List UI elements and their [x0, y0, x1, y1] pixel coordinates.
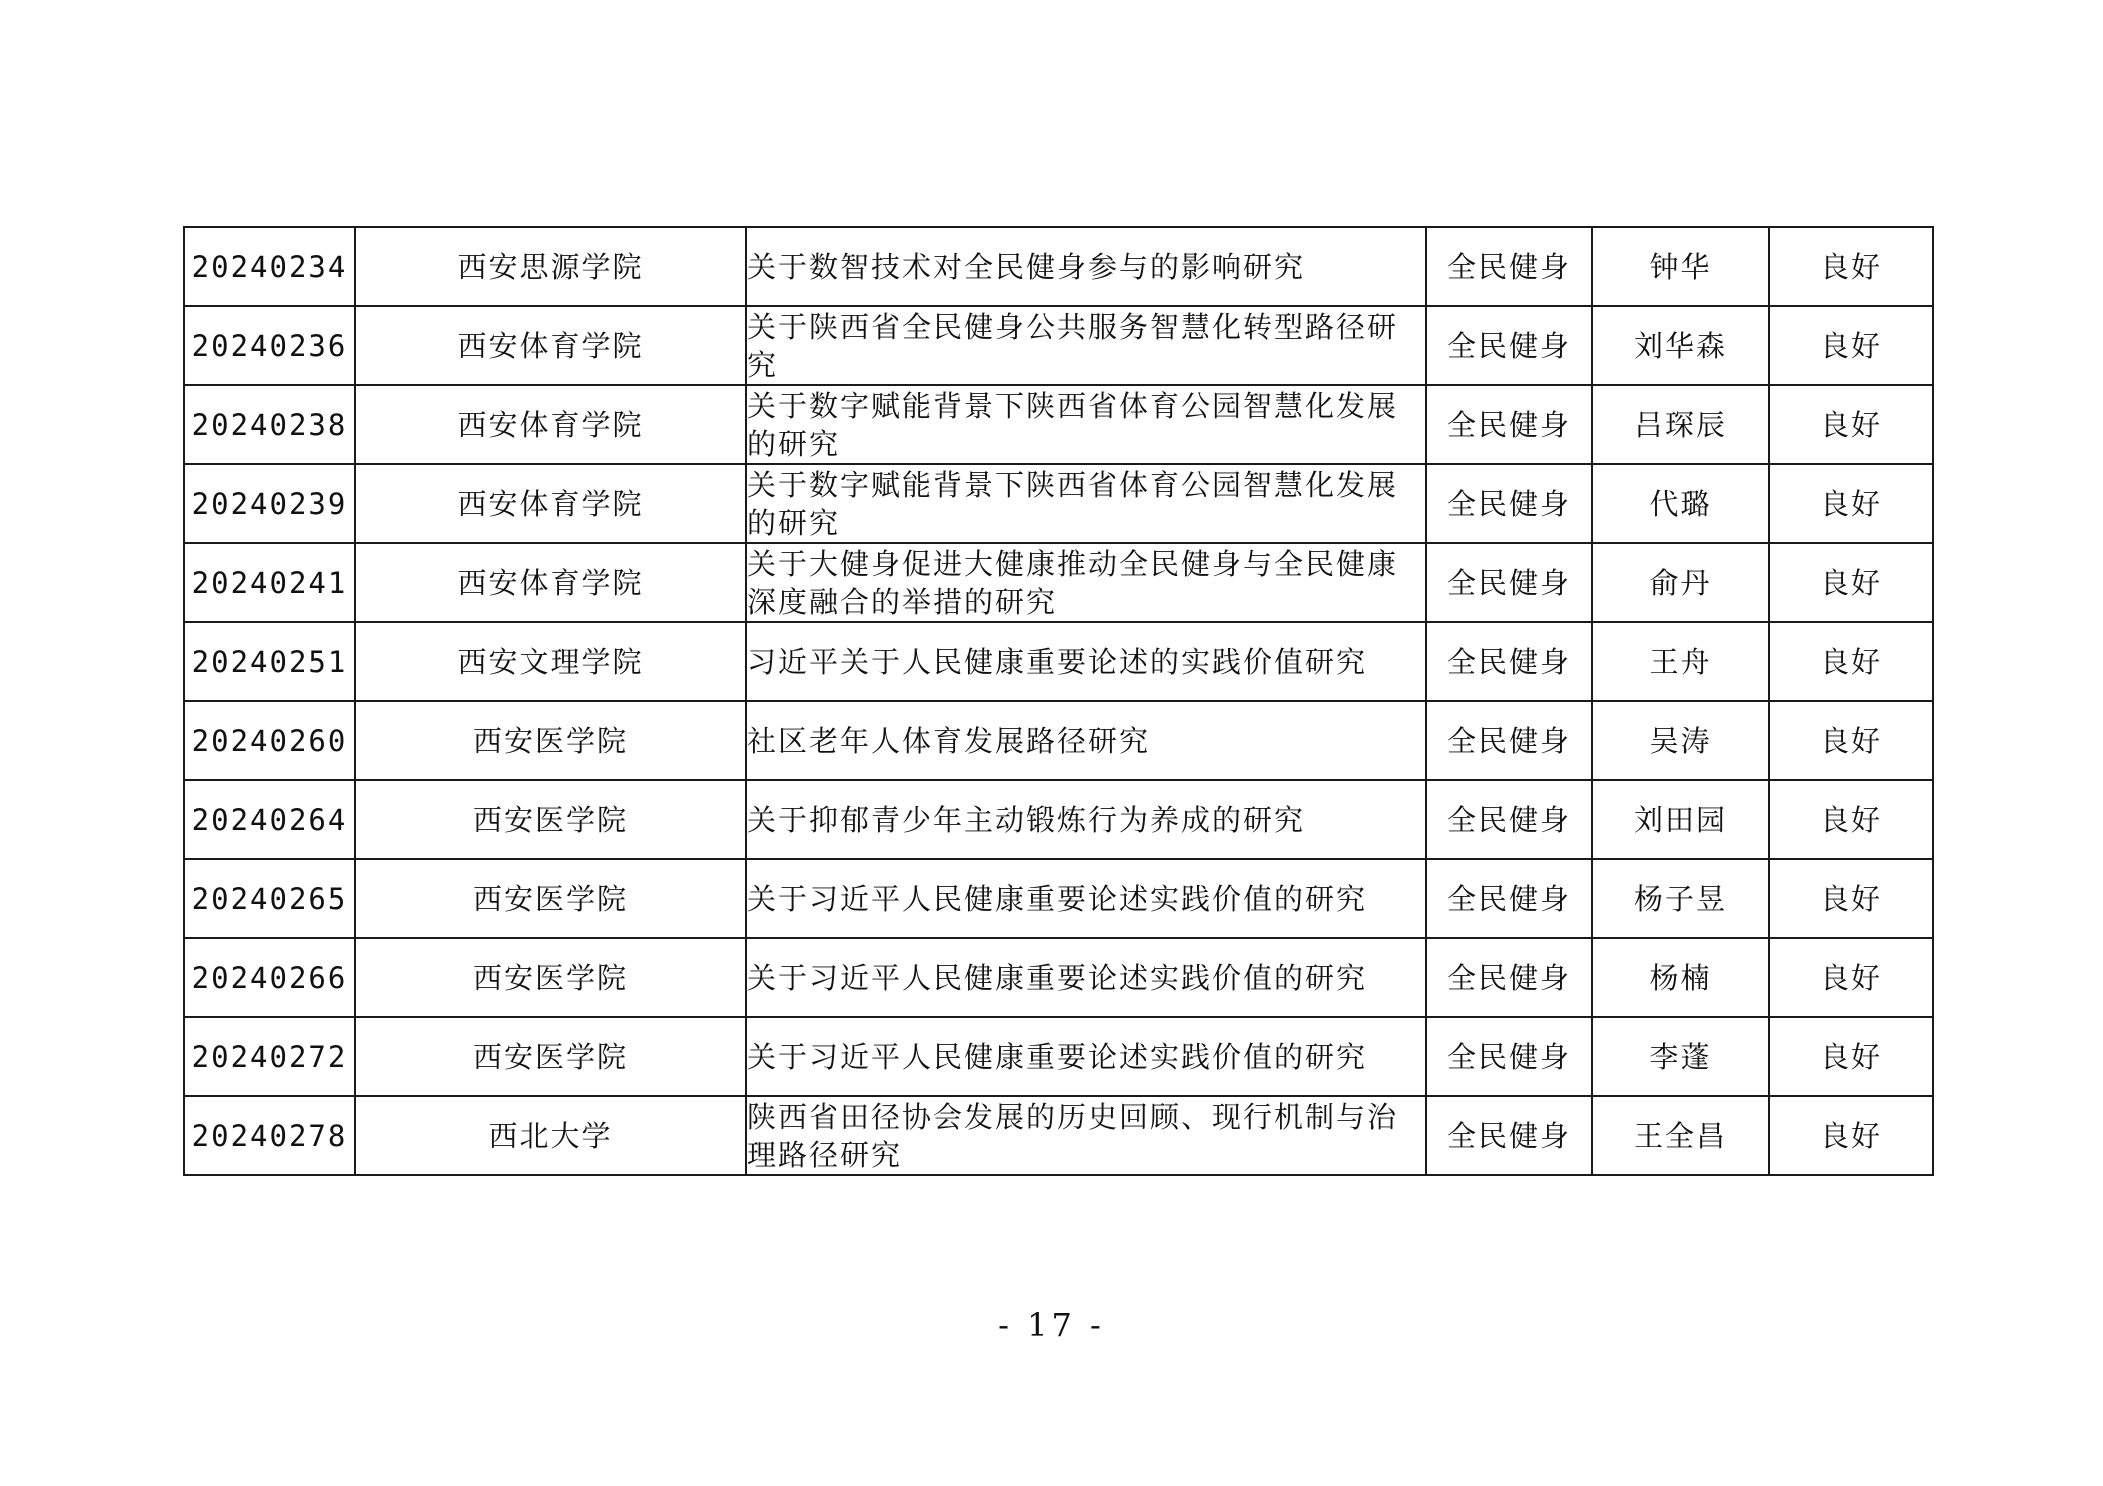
grade-cell: 良好: [1769, 1017, 1933, 1096]
category-cell: 全民健身: [1426, 938, 1592, 1017]
project-title-cell: 关于数字赋能背景下陕西省体育公园智慧化发展的研究: [746, 385, 1426, 464]
project-title-cell: 关于陕西省全民健身公共服务智慧化转型路径研究: [746, 306, 1426, 385]
grade-cell: 良好: [1769, 306, 1933, 385]
project-title-cell: 关于大健身促进大健康推动全民健身与全民健康深度融合的举措的研究: [746, 543, 1426, 622]
table-row: [184, 859, 1933, 938]
table-row: [184, 227, 1933, 306]
project-title-cell: 关于数智技术对全民健身参与的影响研究: [746, 227, 1426, 306]
grade-cell: 良好: [1769, 543, 1933, 622]
project-title-cell: 关于抑郁青少年主动锻炼行为养成的研究: [746, 780, 1426, 859]
results-table: [183, 226, 1934, 1176]
person-cell: 吴涛: [1592, 701, 1769, 780]
grade-cell: 良好: [1769, 622, 1933, 701]
person-cell: 杨楠: [1592, 938, 1769, 1017]
table-row: [184, 938, 1933, 1017]
table-row: [184, 464, 1933, 543]
grade-cell: 良好: [1769, 1096, 1933, 1175]
table-row: [184, 306, 1933, 385]
project-title-cell: 关于习近平人民健康重要论述实践价值的研究: [746, 938, 1426, 1017]
project-title-cell: 关于数字赋能背景下陕西省体育公园智慧化发展的研究: [746, 464, 1426, 543]
table-row: [184, 1017, 1933, 1096]
person-cell: 吕琛辰: [1592, 385, 1769, 464]
grade-cell: 良好: [1769, 464, 1933, 543]
person-cell: 李蓬: [1592, 1017, 1769, 1096]
project-id-cell: 20240238: [184, 385, 355, 464]
person-cell: 王舟: [1592, 622, 1769, 701]
grade-cell: 良好: [1769, 859, 1933, 938]
grade-cell: 良好: [1769, 227, 1933, 306]
school-cell: 西北大学: [355, 1096, 746, 1175]
category-cell: 全民健身: [1426, 1017, 1592, 1096]
table-row: [184, 385, 1933, 464]
school-cell: 西安体育学院: [355, 306, 746, 385]
person-cell: 钟华: [1592, 227, 1769, 306]
school-cell: 西安体育学院: [355, 385, 746, 464]
table-row: [184, 543, 1933, 622]
project-id-cell: 20240266: [184, 938, 355, 1017]
project-title-cell: 陕西省田径协会发展的历史回顾、现行机制与治理路径研究: [746, 1096, 1426, 1175]
school-cell: 西安文理学院: [355, 622, 746, 701]
project-id-cell: 20240236: [184, 306, 355, 385]
project-id-cell: 20240241: [184, 543, 355, 622]
person-cell: 王全昌: [1592, 1096, 1769, 1175]
grade-cell: 良好: [1769, 701, 1933, 780]
category-cell: 全民健身: [1426, 543, 1592, 622]
project-id-cell: 20240278: [184, 1096, 355, 1175]
person-cell: 刘田园: [1592, 780, 1769, 859]
category-cell: 全民健身: [1426, 701, 1592, 780]
person-cell: 刘华森: [1592, 306, 1769, 385]
category-cell: 全民健身: [1426, 859, 1592, 938]
project-title-cell: 关于习近平人民健康重要论述实践价值的研究: [746, 859, 1426, 938]
person-cell: 杨子昱: [1592, 859, 1769, 938]
project-title-cell: 习近平关于人民健康重要论述的实践价值研究: [746, 622, 1426, 701]
project-id-cell: 20240234: [184, 227, 355, 306]
school-cell: 西安思源学院: [355, 227, 746, 306]
project-title-cell: 社区老年人体育发展路径研究: [746, 701, 1426, 780]
school-cell: 西安医学院: [355, 938, 746, 1017]
table-row: [184, 1096, 1933, 1175]
project-id-cell: 20240239: [184, 464, 355, 543]
person-cell: 俞丹: [1592, 543, 1769, 622]
school-cell: 西安医学院: [355, 1017, 746, 1096]
grade-cell: 良好: [1769, 385, 1933, 464]
school-cell: 西安体育学院: [355, 464, 746, 543]
category-cell: 全民健身: [1426, 306, 1592, 385]
category-cell: 全民健身: [1426, 1096, 1592, 1175]
grade-cell: 良好: [1769, 780, 1933, 859]
project-id-cell: 20240260: [184, 701, 355, 780]
school-cell: 西安医学院: [355, 859, 746, 938]
category-cell: 全民健身: [1426, 385, 1592, 464]
school-cell: 西安医学院: [355, 780, 746, 859]
school-cell: 西安体育学院: [355, 543, 746, 622]
project-id-cell: 20240264: [184, 780, 355, 859]
category-cell: 全民健身: [1426, 622, 1592, 701]
table-row: [184, 622, 1933, 701]
school-cell: 西安医学院: [355, 701, 746, 780]
page-number: - 17 -: [998, 1306, 1105, 1344]
table-row: [184, 780, 1933, 859]
category-cell: 全民健身: [1426, 227, 1592, 306]
table-row: [184, 701, 1933, 780]
project-id-cell: 20240272: [184, 1017, 355, 1096]
project-id-cell: 20240251: [184, 622, 355, 701]
category-cell: 全民健身: [1426, 780, 1592, 859]
project-title-cell: 关于习近平人民健康重要论述实践价值的研究: [746, 1017, 1426, 1096]
category-cell: 全民健身: [1426, 464, 1592, 543]
project-id-cell: 20240265: [184, 859, 355, 938]
grade-cell: 良好: [1769, 938, 1933, 1017]
person-cell: 代璐: [1592, 464, 1769, 543]
